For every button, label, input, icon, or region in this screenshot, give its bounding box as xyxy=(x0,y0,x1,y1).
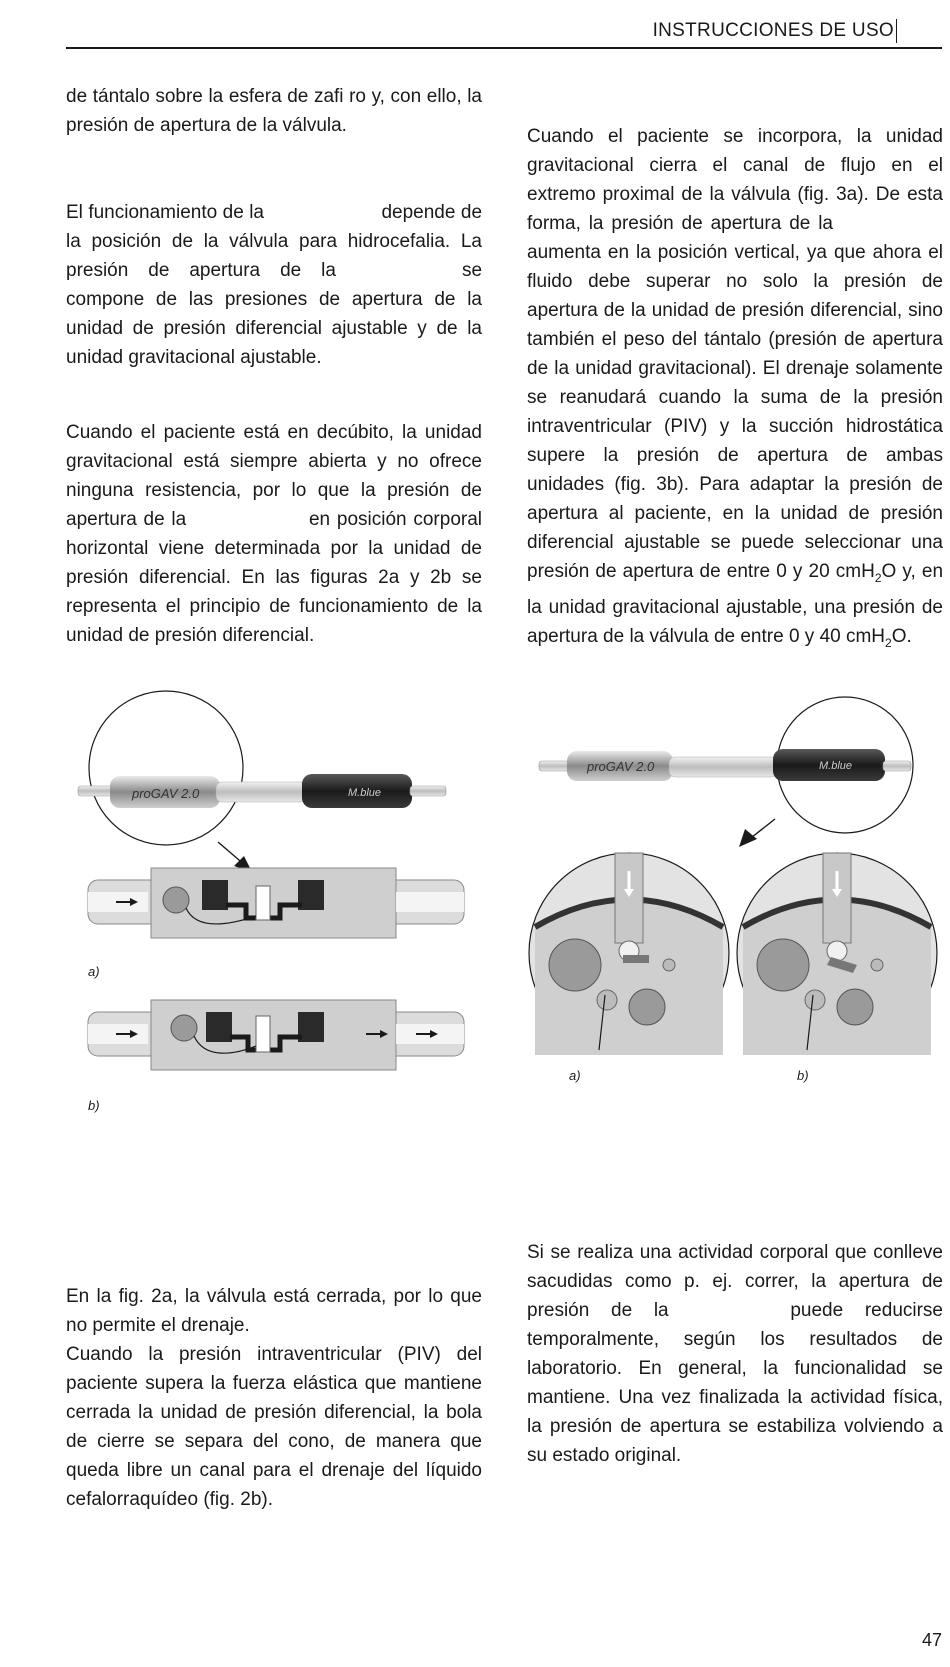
figure-2-illustration xyxy=(66,690,486,1120)
right-paragraph-2: Si se realiza una actividad corporal que conlleve sacudidas como p. ej. correr, la apertura de presión de la puede reducirse temporalmente, según los resultados de laboratorio. En general, la funcionalidad se mantiene. Una vez finalizada la actividad física, la presión de apertura se estabiliza volviendo a su estado original. xyxy=(527,1242,943,1466)
figure-2 xyxy=(66,690,486,1120)
figure-3-label-a: a) xyxy=(569,1068,581,1083)
header-title: INSTRUCCIONES DE USO xyxy=(652,20,894,41)
gravitational-unit-upright xyxy=(529,853,729,1055)
left-paragraph-5: Cuando la presión intraventricular (PIV) del paciente supera la fuerza elástica que mantiene cerrada la unidad de presión diferencial, la bola de cierre se separa del cono, de manera que queda libre un canal para el drenaje del líquido cefalorraquídeo (fig. 2b). xyxy=(66,1344,482,1510)
page-number: 47 xyxy=(921,1630,942,1650)
figure-2-brand-progav: proGAV 2.0 xyxy=(132,786,200,801)
figure-3 xyxy=(527,695,947,1095)
page-header xyxy=(0,0,950,50)
figure-3-brand-progav: proGAV 2.0 xyxy=(587,759,655,774)
figure-2-brand-mblue: M.blue xyxy=(348,787,382,799)
left-paragraph-4: En la fig. 2a, la válvula está cerrada, por lo que no permite el drenaje. xyxy=(66,1286,482,1336)
cross-section-closed xyxy=(88,868,464,938)
figure-2-label-a: a) xyxy=(88,964,100,979)
left-paragraph-1: de tántalo sobre la esfera de zafi ro y, con ello, la presión de apertura de la válvula. xyxy=(66,86,482,136)
gravitational-unit-open xyxy=(737,853,937,1055)
header-separator xyxy=(896,19,897,43)
header-rule xyxy=(66,47,942,49)
figure-3-label-b: b) xyxy=(797,1068,809,1083)
figure-2-label-b: b) xyxy=(88,1098,100,1113)
left-paragraph-2: El funcionamiento de la depende de la posición de la válvula para hidrocefalia. La presión de apertura de la se compone de las presiones de apertura de la unidad de presión diferencial ajustable y de la unidad gravitacional ajustable. xyxy=(66,202,483,368)
figure-3-brand-mblue: M.blue xyxy=(819,760,853,772)
cross-section-open xyxy=(88,1000,464,1070)
right-paragraph-1: Cuando el paciente se incorpora, la unidad gravitacional cierra el canal de flujo en el extremo proximal de la válvula (fig. 3a). De esta forma, la presión de apertura de la aumenta en la posición vertical, ya que ahora el fluido debe superar no solo la presión de apertura de la unidad de presión diferencial, sino también el peso del tántalo (presión de apertura de la unidad gravitacional). El drenaje solamente se reanudará cuando la suma de la presión intraventricular (PIV) y la succión hidrostática supere la presión de apertura de ambas unidades (fig. 3b). Para adaptar la presión de apertura al paciente, en la unidad de presión diferencial ajustable se puede seleccionar una presión de apertura de entre 0 y 20 cmH$_2$O y, en la unidad gravitacional ajustable, una presión de apertura de la válvula de entre 0 y 40 cmH$_2$O. xyxy=(527,126,944,650)
left-paragraph-3: Cuando el paciente está en decúbito, la unidad gravitacional está siempre abierta y no ofrece ninguna resistencia, por lo que la presión de apertura de la en posición corporal horizontal viene determinada por la unidad de presión diferencial. En las figuras 2a y 2b se representa el principio de funcionamiento de la unidad de presión diferencial. xyxy=(66,422,482,646)
figure-3-illustration xyxy=(527,695,947,1095)
